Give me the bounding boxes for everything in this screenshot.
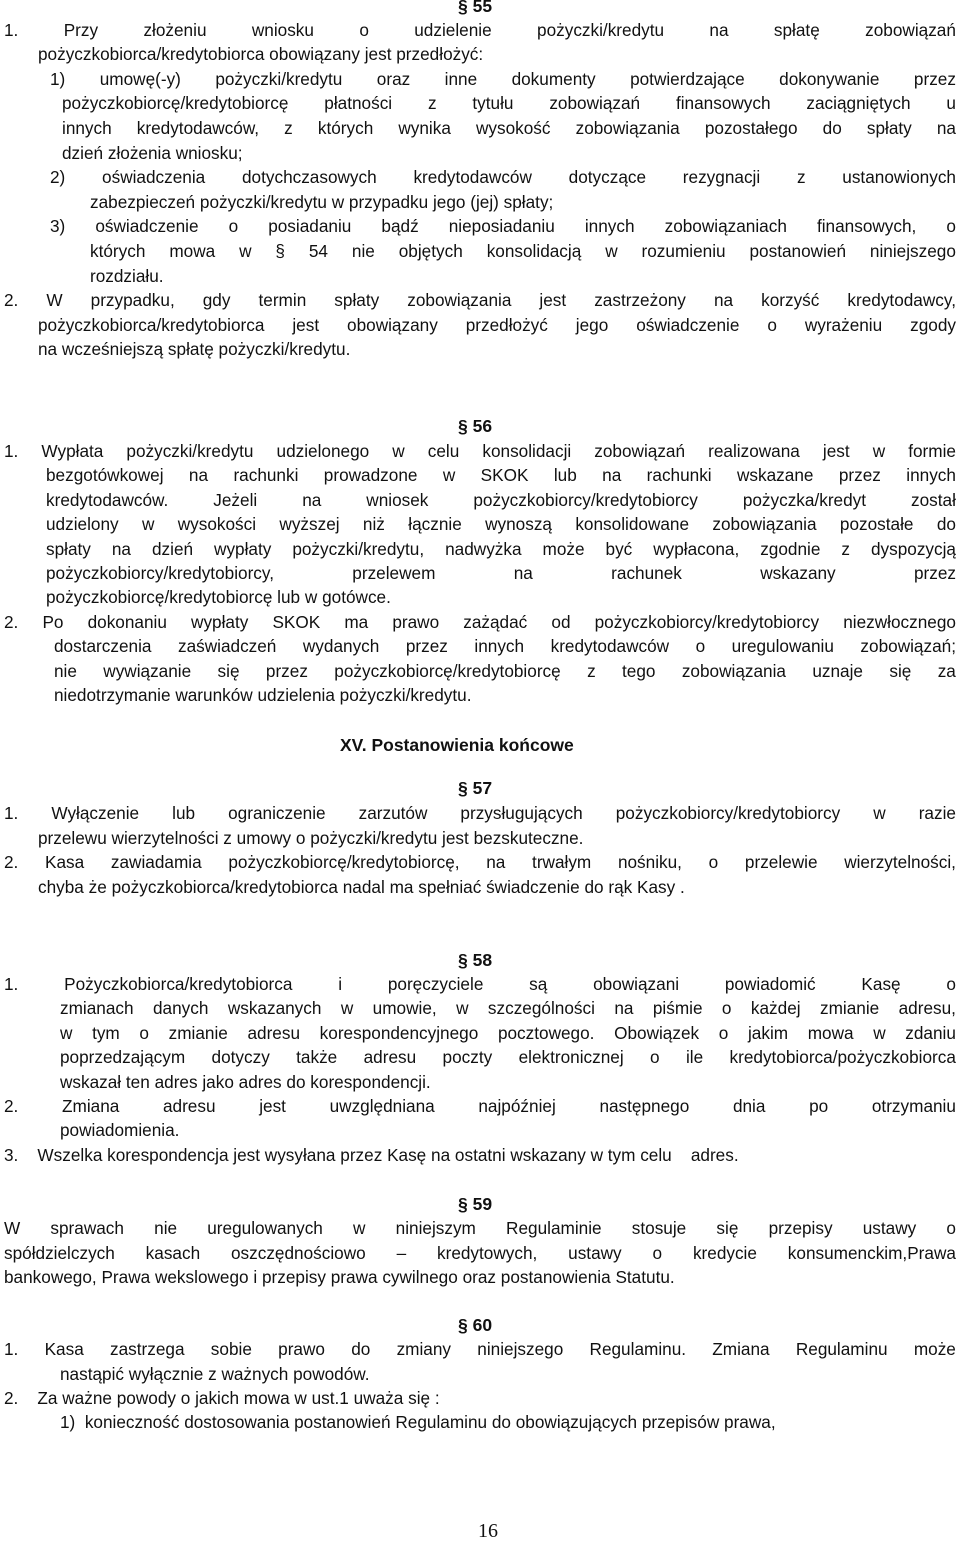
text-line: poprzedzającym dotyczy także adresu poczty elektronicznej o ile kredytobiorca/pożyczkobiorca [60,1047,956,1067]
text-line: w tym o zmianie adresu korespondencyjnego pocztowego. Obowiązek o jakim mowa w zdaniu [60,1023,956,1043]
text-line: zmianach danych wskazanych w umowie, w szczególności na piśmie o każdej zmianie adresu, [60,998,956,1018]
text-line: niedotrzymanie warunków udzielenia pożyczki/kredytu. [54,685,472,705]
text-line: 1. Kasa zastrzega sobie prawo do zmiany niniejszego Regulaminu. Zmiana Regulaminu może [4,1339,956,1359]
text-line: nastąpić wyłącznie z ważnych powodów. [60,1364,370,1384]
text-line: 2. Zmiana adresu jest uwzględniana najpóźniej następnego dnia po otrzymaniu [4,1096,956,1116]
text-line: pożyczkobiorca/kredytobiorca obowiązany jest przedłożyć: [38,44,484,64]
text-line: 2. W przypadku, gdy termin spłaty zobowiązania jest zastrzeżony na korzyść kredytodawcy, [4,290,956,310]
text-line: kredytodawców. Jeżeli na wniosek pożyczkobiorcy/kredytobiorcy pożyczka/kredyt został [46,490,956,510]
text-line: udzielony w wysokości wyższej niż łącznie wynoszą konsolidowane zobowiązania pozostałe do [46,514,956,534]
text-line: W sprawach nie uregulowanych w niniejszym Regulaminie stosuje się przepisy ustawy o [4,1218,956,1238]
text-line: bezgotówkowej na rachunki prowadzone w SKOK lub na rachunki wskazane przez innych [46,465,956,485]
text-line: na wcześniejszą spłatę pożyczki/kredytu. [38,339,351,359]
text-line: 2. Kasa zawiadamia pożyczkobiorcę/kredytobiorcę, na trwałym nośniku, o przelewie wierzytelności, [4,852,956,872]
page-number: 16 [478,1520,498,1542]
text-line: pożyczkobiorca/kredytobiorca jest obowiązany przedłożyć jego oświadczenie o wyrażeniu zgody [38,315,956,335]
text-line: 1) umowę(-y) pożyczki/kredytu oraz inne dokumenty potwierdzające dokonywanie przez [50,69,956,89]
section-number: § 56 [458,416,493,436]
text-line: spółdzielczych kasach oszczędnościowo – kredytowych, ustawy o kredycie konsumenckim,Prawa [4,1243,956,1263]
text-line: 1. Pożyczkobiorca/kredytobiorca i poręczyciele są obowiązani powiadomić Kasę o [4,974,956,994]
text-line: pożyczkobiorcę/kredytobiorcę lub w gotówce. [46,587,391,607]
text-line: nie wywiązanie się przez pożyczkobiorcę/kredytobiorcę z tego zobowiązania uznaje się za [54,661,956,681]
text-line: chyba że pożyczkobiorca/kredytobiorca nadal ma spełniać świadczenie do rąk Kasy . [38,877,685,897]
text-line: 3. Wszelka korespondencja jest wysyłana przez Kasę na ostatni wskazany w tym celu adres. [4,1145,739,1165]
text-line: których mowa w § 54 nie objętych konsolidacją w rozumieniu postanowień niniejszego [90,241,956,261]
text-line: 1. Wypłata pożyczki/kredytu udzielonego w celu konsolidacji zobowiązań realizowana jest w formie [4,441,956,461]
text-line: pożyczkobiorcy/kredytobiorcy, przelewem na rachunek wskazany przez [46,563,956,583]
text-line: przelewu wierzytelności z umowy o pożyczki/kredytu jest bezskuteczne. [38,828,584,848]
section-number: § 60 [458,1315,493,1335]
text-line: 2. Za ważne powody o jakich mowa w ust.1 uważa się : [4,1388,440,1408]
text-line: innych kredytodawców, z których wynika wysokość zobowiązania pozostałego do spłaty na [62,118,956,138]
text-line: 1) konieczność dostosowania postanowień Regulaminu do obowiązujących przepisów prawa, [60,1412,776,1432]
text-line: dostarczenia zaświadczeń wydanych przez innych kredytodawców o uregulowaniu zobowiązań; [54,636,956,656]
text-line: spłaty na dzień wypłaty pożyczki/kredytu, nadwyżka może być wypłacona, zgodnie z dyspozycją [46,539,956,559]
text-line: bankowego, Prawa wekslowego i przepisy prawa cywilnego oraz postanowienia Statutu. [4,1267,675,1287]
text-line: dzień złożenia wniosku; [62,143,243,163]
section-number: § 59 [458,1194,493,1214]
section-number: § 58 [458,950,493,970]
text-line: 2) oświadczenia dotychczasowych kredytodawców dotyczące rezygnacji z ustanowionych [50,167,956,187]
text-line: wskazał ten adres jako adres do korespondencji. [60,1072,431,1092]
chapter-heading: XV. Postanowienia końcowe [340,735,574,755]
text-line: 1. Przy złożeniu wniosku o udzielenie pożyczki/kredytu na spłatę zobowiązań [4,20,956,40]
text-line: pożyczkobiorcę/kredytobiorcę płatności z tytułu zobowiązań finansowych zaciągniętych u [62,93,956,113]
text-line: 2. Po dokonaniu wypłaty SKOK ma prawo zażądać od pożyczkobiorcy/kredytobiorcy niezwłocznego [4,612,956,632]
text-line: 3) oświadczenie o posiadaniu bądź nieposiadaniu innych zobowiązaniach finansowych, o [50,216,956,236]
section-number: § 57 [458,778,493,798]
text-line: 1. Wyłączenie lub ograniczenie zarzutów przysługujących pożyczkobiorcy/kredytobiorcy w razie [4,803,956,823]
text-line: zabezpieczeń pożyczki/kredytu w przypadku jego (jej) spłaty; [90,192,554,212]
text-line: powiadomienia. [60,1120,180,1140]
section-number: § 55 [458,0,493,16]
text-line: rozdziału. [90,266,164,286]
